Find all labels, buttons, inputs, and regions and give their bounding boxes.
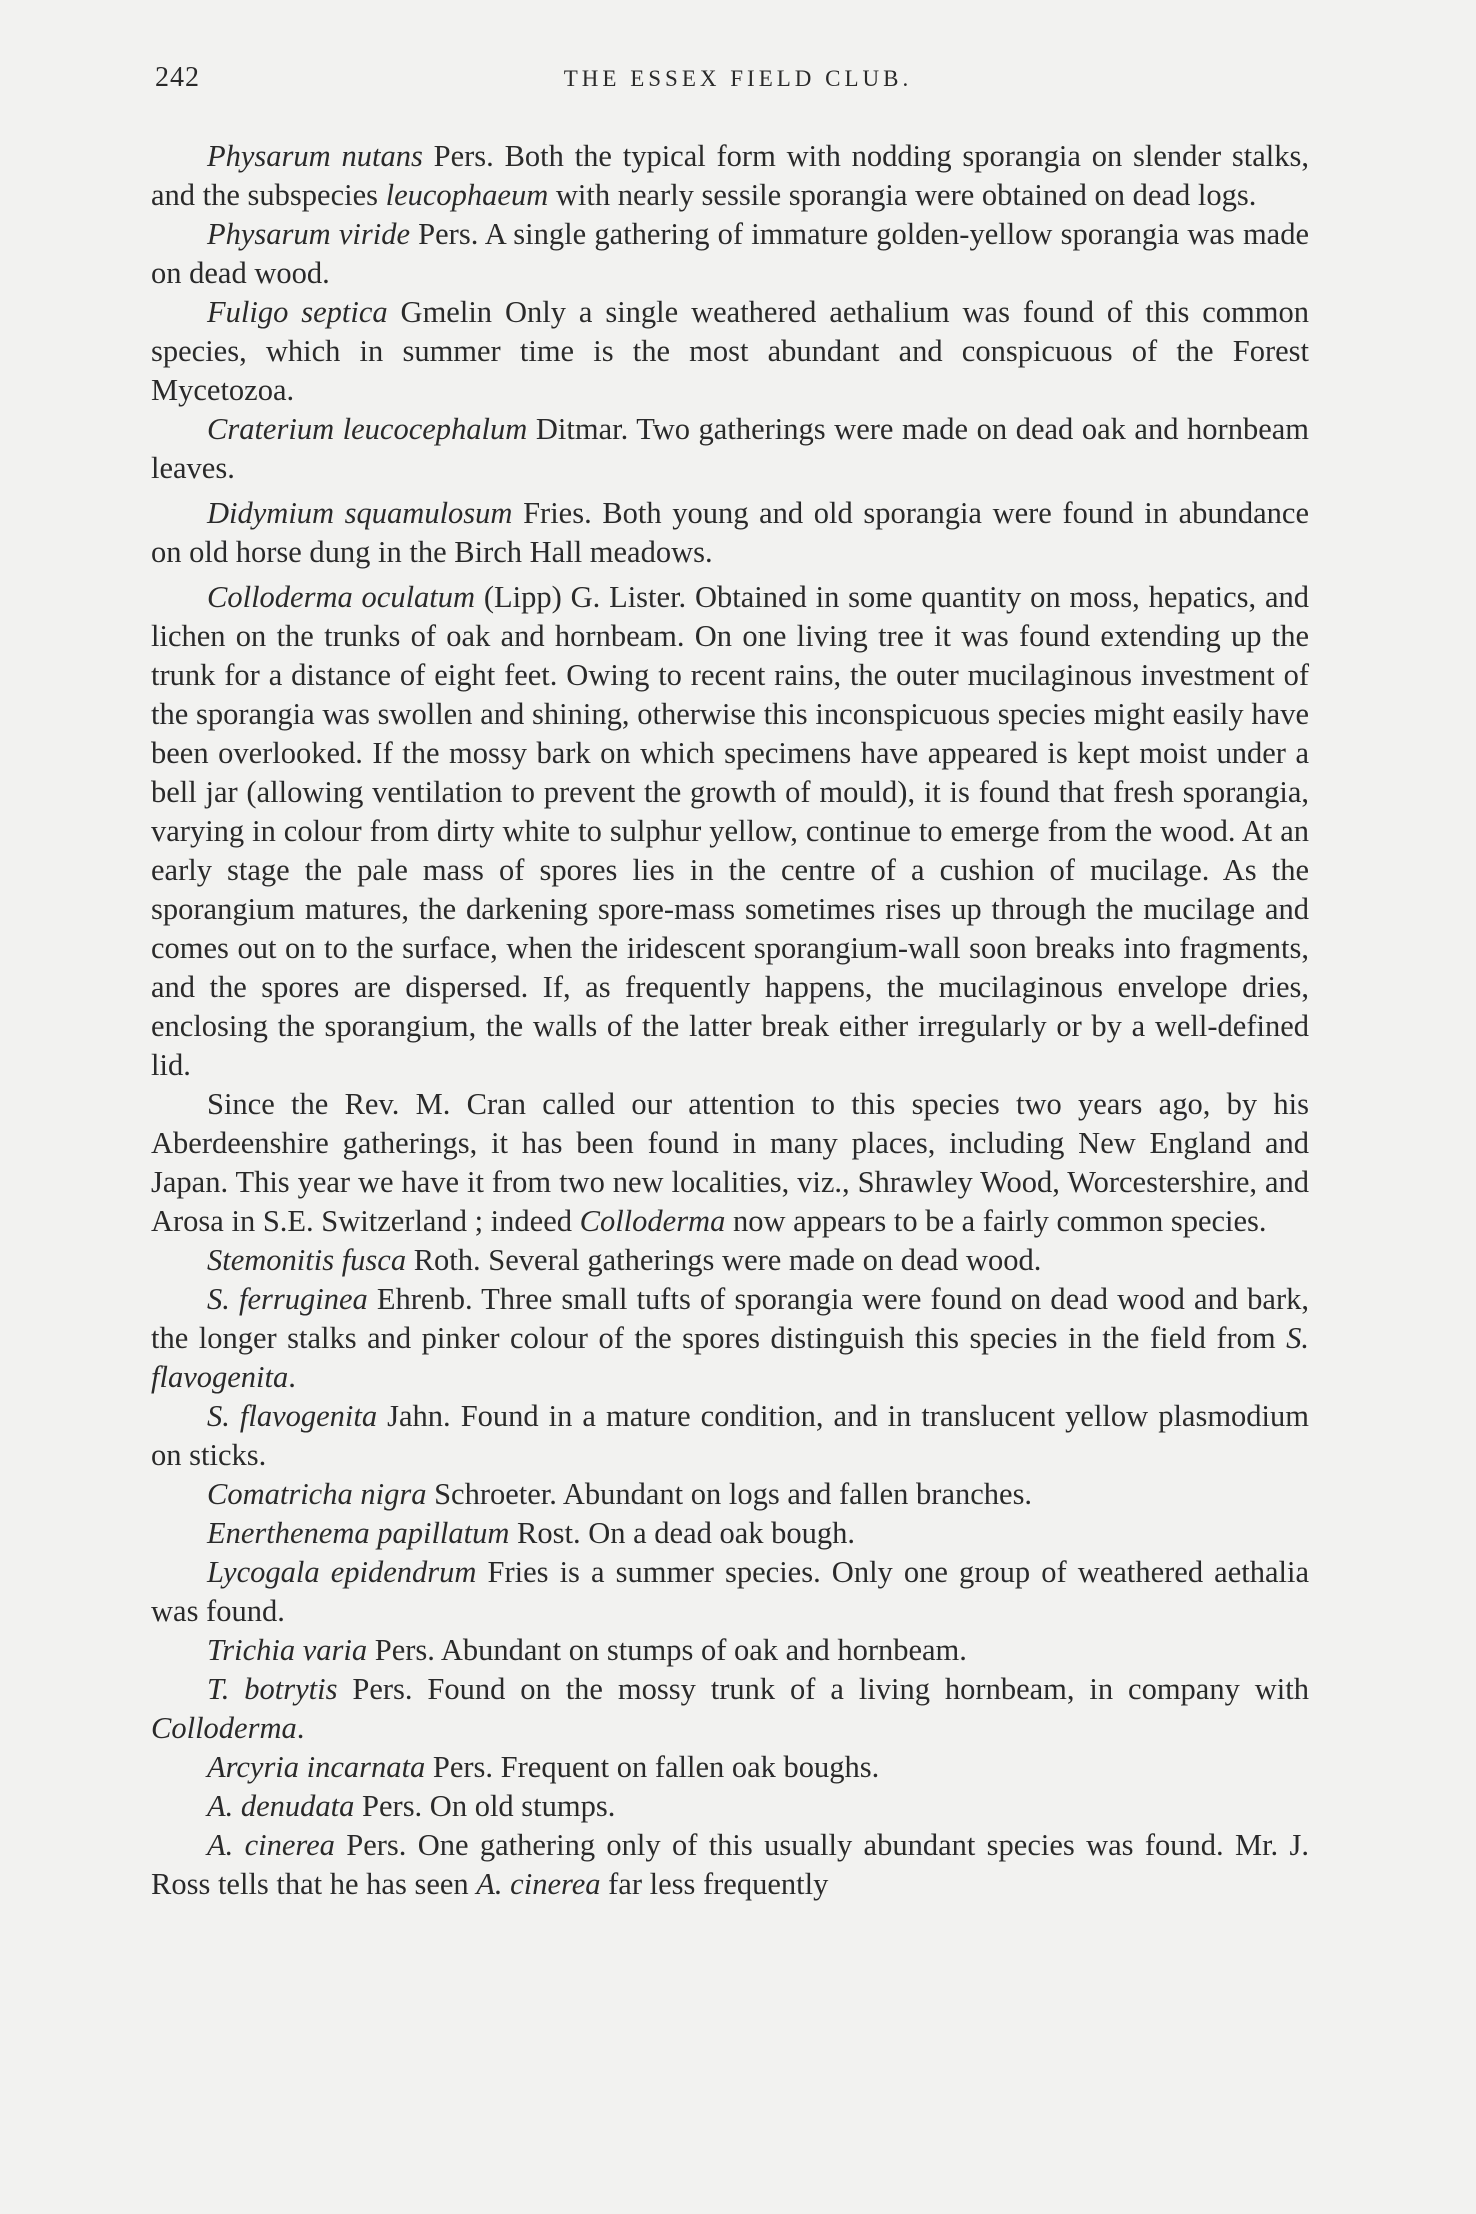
species-name: Colloderma — [579, 1204, 726, 1238]
species-name: Fuligo septica — [207, 295, 388, 329]
species-name: A. cinerea — [207, 1828, 335, 1862]
species-name: Physarum viride — [207, 217, 410, 251]
paragraph-text: Pers. A single gathering of immature golden-yellow sporangia was made on dead wood. — [151, 217, 1309, 290]
paragraph — [151, 1397, 1309, 1475]
species-name: Craterium leucocephalum — [207, 412, 528, 446]
page-number: 242 — [155, 62, 200, 93]
paragraph — [151, 1475, 1309, 1514]
paragraph — [151, 1670, 1309, 1748]
species-name: Stemonitis fusca — [207, 1243, 407, 1277]
species-name: Physarum nutans — [207, 139, 423, 173]
paragraph-text: (Lipp) G. Lister. Obtained in some quantity on moss, hepatics, and lichen on the trunks of oak and hornbeam. On one living tree it was found extending up the trunk for a distance of eight feet. Owing to recent rains, the outer mucilaginous investment of the sporangia was swollen and shining, otherwise this inconspicuous species might easily have been overlooked. If the mossy bark on which specimens have appeared is kept moist under a bell jar (allowing ventilation to prevent the growth of mould), it is found that fresh sporangia, varying in colour from dirty white to sulphur yellow, continue to emerge from the wood. At an early stage the pale mass of spores lies in the centre of a cushion of mucilage. As the sporangium matures, the darkening spore-mass sometimes rises up through the mucilage and comes out on to the surface, when the iridescent sporangium-wall soon breaks into fragments, and the spores are dispersed. If, as frequently happens, the mucilaginous envelope dries, enclosing the sporangium, the walls of the latter break either irregularly or by a well-defined lid. — [151, 580, 1309, 1082]
paragraph — [151, 494, 1309, 572]
page-header — [0, 62, 1476, 102]
paragraph-text: Pers. On old stumps. — [354, 1789, 616, 1823]
species-name: S. flavogenita — [151, 1321, 1309, 1394]
paragraph-text: Schroeter. Abundant on logs and fallen branches. — [426, 1477, 1033, 1511]
paragraph — [151, 1787, 1309, 1826]
species-name: Colloderma oculatum — [207, 580, 476, 614]
paragraph-text: Jahn. Found in a mature condition, and in translucent yellow plasmodium on sticks. — [151, 1399, 1309, 1472]
species-name: Trichia varia — [207, 1633, 368, 1667]
paragraph-text: . — [288, 1360, 296, 1394]
paragraph-text: . — [296, 1711, 305, 1745]
paragraph — [151, 410, 1309, 488]
species-name: S. flavogenita — [207, 1399, 378, 1433]
paragraph — [151, 1631, 1309, 1670]
body-text — [151, 137, 1309, 1904]
paragraph — [151, 1241, 1309, 1280]
paragraph — [151, 1826, 1309, 1904]
paragraph-text: now appears to be a fairly common species. — [725, 1204, 1267, 1238]
paragraph-text: Roth. Several gatherings were made on dead wood. — [406, 1243, 1042, 1277]
species-name: Lycogala epidendrum — [207, 1555, 477, 1589]
paragraph-text: Pers. Found on the mossy trunk of a living hornbeam, in company with — [337, 1672, 1309, 1706]
paragraph — [151, 1280, 1309, 1397]
paragraph-text: Pers. Frequent on fallen oak boughs. — [425, 1750, 880, 1784]
species-name: A. denudata — [207, 1789, 355, 1823]
species-name: T. botrytis — [207, 1672, 338, 1706]
paragraph — [151, 215, 1309, 293]
species-name: Arcyria incarnata — [207, 1750, 426, 1784]
paragraph-text: Fries is a summer species. Only one group of weathered aethalia was found. — [151, 1555, 1309, 1628]
paragraph-text: Since the Rev. M. Cran called our attention to this species two years ago, by his Aberdeenshire gatherings, it has been found in many places, including New England and Japan. This year we have it from two new localities, viz., Shrawley Wood, Worcestershire, and Arosa in S.E. Switzerland ; indeed — [151, 1087, 1309, 1238]
paragraph — [151, 137, 1309, 215]
paragraph-text: far less frequently — [600, 1867, 829, 1901]
paragraph — [151, 1748, 1309, 1787]
paragraph-text: with nearly sessile sporangia were obtained on dead logs. — [548, 178, 1257, 212]
paragraph — [151, 1553, 1309, 1631]
paragraph-text: Rost. On a dead oak bough. — [509, 1516, 856, 1550]
paragraph — [151, 1085, 1309, 1241]
paragraph-text: Pers. Both the typical form with nodding sporangia on slender stalks, and the subspecies — [151, 139, 1309, 212]
species-name: Enerthenema papillatum — [207, 1516, 510, 1550]
paragraph-text: Ehrenb. Three small tufts of sporangia were found on dead wood and bark, the longer stalks and pinker colour of the spores distinguish this species in the field from — [151, 1282, 1309, 1355]
species-name: Colloderma — [151, 1711, 297, 1745]
running-head: THE ESSEX FIELD CLUB. — [563, 66, 913, 91]
paragraph — [151, 578, 1309, 1085]
species-name: leucophaeum — [385, 178, 549, 212]
paragraph-text: Ditmar. Two gatherings were made on dead oak and hornbeam leaves. — [151, 412, 1309, 485]
species-name: Didymium squamulosum — [207, 496, 513, 530]
paragraph-text: Pers. One gathering only of this usually abundant species was found. Mr. J. Ross tells that he has seen — [151, 1828, 1309, 1901]
paragraph — [151, 293, 1309, 410]
paragraph-text: Gmelin Only a single weathered aethalium was found of this common species, which in summer time is the most abundant and conspicuous of the Forest Mycetozoa. — [151, 295, 1309, 407]
paragraph-text: Pers. Abundant on stumps of oak and hornbeam. — [367, 1633, 967, 1667]
species-name: A. cinerea — [476, 1867, 601, 1901]
species-name: Comatricha nigra — [207, 1477, 427, 1511]
paragraph-text: Fries. Both young and old sporangia were found in abundance on old horse dung in the Birch Hall meadows. — [151, 496, 1309, 569]
paragraph — [151, 1514, 1309, 1553]
species-name: S. ferruginea — [207, 1282, 368, 1316]
